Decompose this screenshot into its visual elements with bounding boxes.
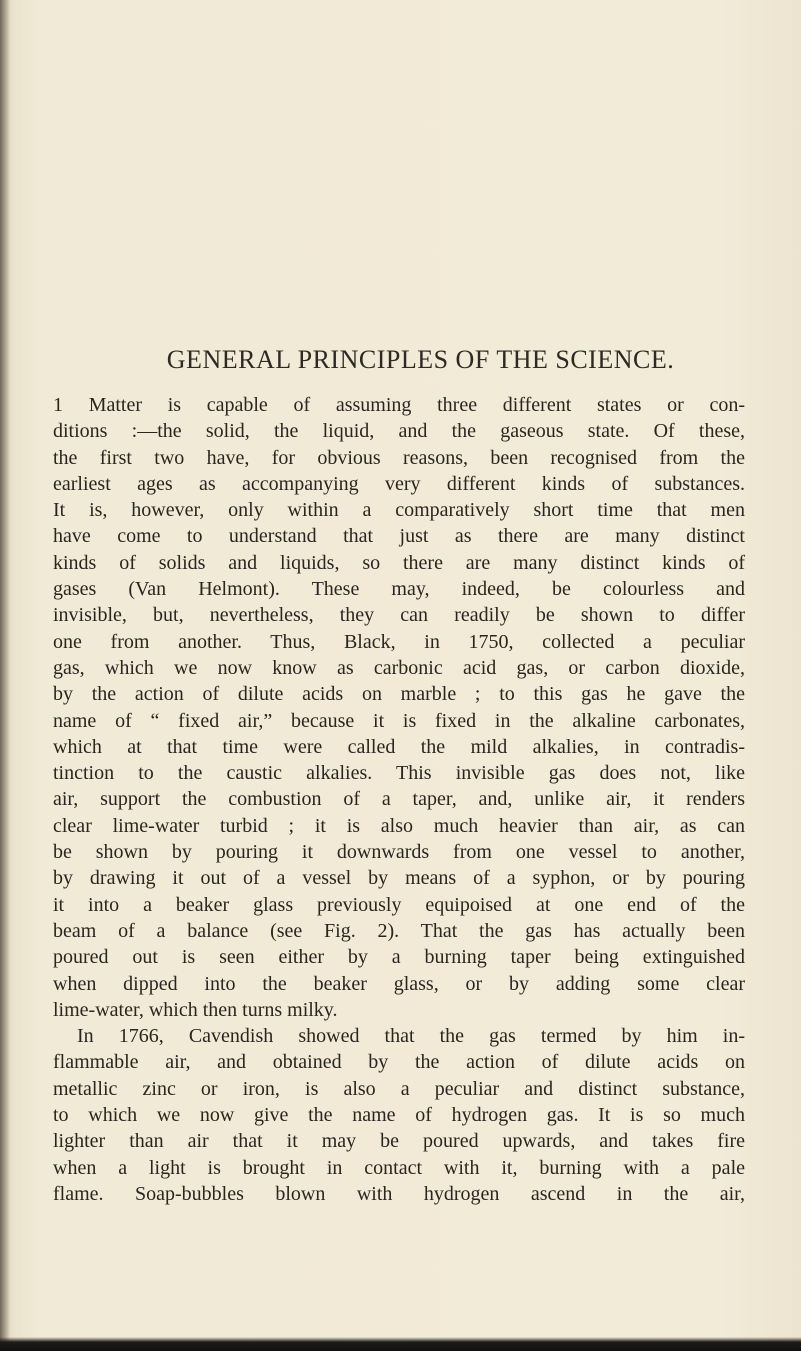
text-line: flame. Soap-bubbles blown with hydrogen ascend in the air, — [53, 1182, 745, 1205]
body-text — [53, 392, 745, 1207]
text-line: kinds of solids and liquids, so there are many distinct kinds of — [53, 551, 745, 574]
text-line: gas, which we now know as carbonic acid gas, or carbon dioxide, — [53, 656, 745, 679]
text-line: have come to understand that just as there are many distinct — [53, 525, 745, 548]
text-line: gases (Van Helmont). These may, indeed, be colourless and — [53, 578, 745, 601]
text-line: lime-water, which then turns milky. — [53, 998, 338, 1021]
text-line: clear lime-water turbid ; it is also much heavier than air, as can — [53, 814, 745, 837]
text-line: air, support the combustion of a taper, and, unlike air, it renders — [53, 788, 745, 811]
text-line: ditions :—the solid, the liquid, and the gaseous state. Of these, — [53, 420, 745, 443]
text-line: the first two have, for obvious reasons, been recognised from the — [53, 446, 745, 469]
text-line: it into a beaker glass previously equipoised at one end of the — [53, 893, 745, 916]
text-line: 1 Matter is capable of assuming three different states or con- — [53, 394, 745, 416]
text-line: tinction to the caustic alkalies. This invisible gas does not, like — [53, 762, 745, 785]
text-line: when a light is brought in contact with it, burning with a pale — [53, 1156, 745, 1179]
text-line: when dipped into the beaker glass, or by adding some clear — [53, 972, 745, 995]
text-line: to which we now give the name of hydrogen gas. It is so much — [53, 1104, 745, 1127]
text-line: flammable air, and obtained by the action of dilute acids on — [53, 1051, 745, 1074]
text-line: be shown by pouring it downwards from one vessel to another, — [53, 841, 745, 864]
text-line: It is, however, only within a comparatively short time that men — [53, 499, 745, 522]
text-line: earliest ages as accompanying very different kinds of substances. — [53, 472, 745, 495]
text-line: name of “ fixed air,” because it is fixed in the alkaline carbonates, — [53, 709, 745, 732]
text-line: by drawing it out of a vessel by means of a syphon, or by pouring — [53, 867, 745, 890]
text-line: invisible, but, nevertheless, they can readily be shown to differ — [53, 604, 745, 627]
text-line: one from another. Thus, Black, in 1750, collected a peculiar — [53, 630, 745, 653]
text-line: which at that time were called the mild alkalies, in contradis- — [53, 735, 745, 758]
page-bottom-edge — [0, 1337, 801, 1351]
binding-shadow — [0, 0, 10, 1351]
text-line: by the action of dilute acids on marble ; to this gas he gave the — [53, 683, 745, 706]
text-line: beam of a balance (see Fig. 2). That the gas has actually been — [53, 919, 745, 942]
text-line: In 1766, Cavendish showed that the gas termed by him in- — [77, 1025, 745, 1048]
text-line: lighter than air that it may be poured upwards, and takes fire — [53, 1130, 745, 1153]
text-line: poured out is seen either by a burning taper being extinguished — [53, 946, 745, 969]
page-title: GENERAL PRINCIPLES OF THE SCIENCE. — [166, 345, 675, 374]
text-line: metallic zinc or iron, is also a peculiar and distinct substance, — [53, 1077, 745, 1100]
